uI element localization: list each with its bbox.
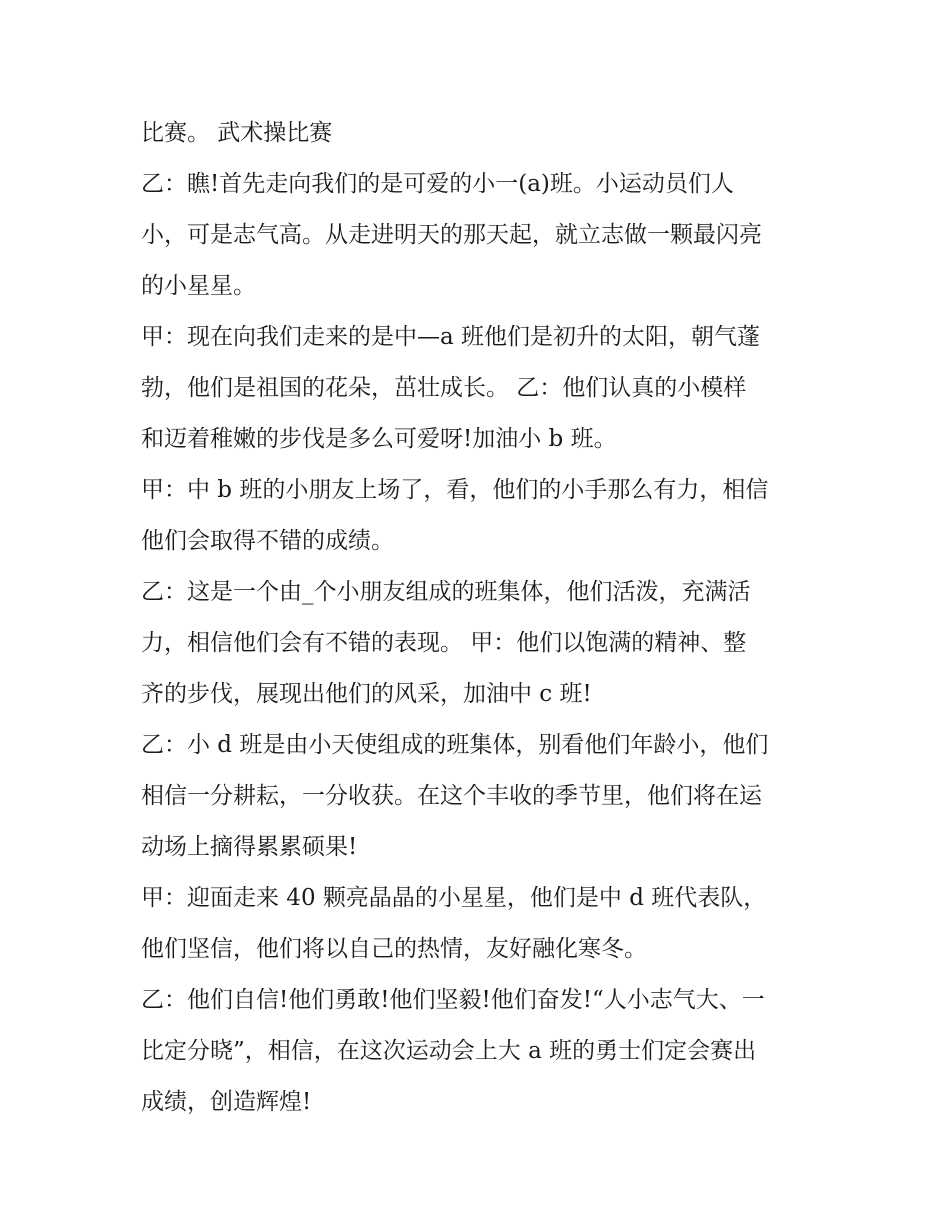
text-line: 乙：瞧!首先走向我们的是可爱的小一(a)班。小运动员们人 [141, 171, 734, 197]
text-line: 甲：中 b 班的小朋友上场了，看，他们的小手那么有力，相信 [141, 477, 769, 503]
text-line: 他们会取得不错的成绩。 [141, 528, 394, 554]
text-line: 甲：现在向我们走来的是中—a 班他们是初升的太阳，朝气蓬 [141, 324, 761, 350]
text-line: 小，可是志气高。从走进明天的那天起，就立志做一颗最闪亮 [141, 222, 762, 248]
text-line: 勃，他们是祖国的花朵，茁壮成长。 乙：他们认真的小模样 [141, 375, 747, 401]
text-line: 甲：迎面走来 40 颗亮晶晶的小星星，他们是中 d 班代表队， [141, 885, 767, 911]
text-line: 和迈着稚嫩的步伐是多么可爱呀!加油小 b 班。 [141, 426, 617, 452]
text-line: 乙：小 d 班是由小天使组成的班集体，别看他们年龄小，他们 [141, 732, 769, 758]
document-body [141, 108, 821, 1128]
text-line: 动场上摘得累累硕果! [141, 834, 358, 860]
text-line: 他们坚信，他们将以自己的热情，友好融化寒冬。 [141, 936, 647, 962]
text-line: 乙：他们自信!他们勇敢!他们坚毅!他们奋发!“人小志气大、一 [141, 987, 765, 1013]
text-line: 力，相信他们会有不错的表现。 甲：他们以饱满的精神、整 [141, 630, 747, 656]
text-line: 的小星星。 [141, 273, 256, 299]
text-line: 齐的步伐，展现出他们的风采，加油中 c 班! [141, 681, 592, 707]
text-line: 相信一分耕耘，一分收获。在这个丰收的季节里，他们将在运 [141, 783, 762, 809]
text-line: 比定分晓”，相信，在这次运动会上大 a 班的勇士们定会赛出 [141, 1038, 757, 1064]
text-line: 乙：这是一个由_个小朋友组成的班集体，他们活泼，充满活 [141, 579, 751, 605]
text-line: 比赛。 武术操比赛 [141, 120, 333, 146]
text-line: 成绩，创造辉煌! [141, 1089, 312, 1115]
